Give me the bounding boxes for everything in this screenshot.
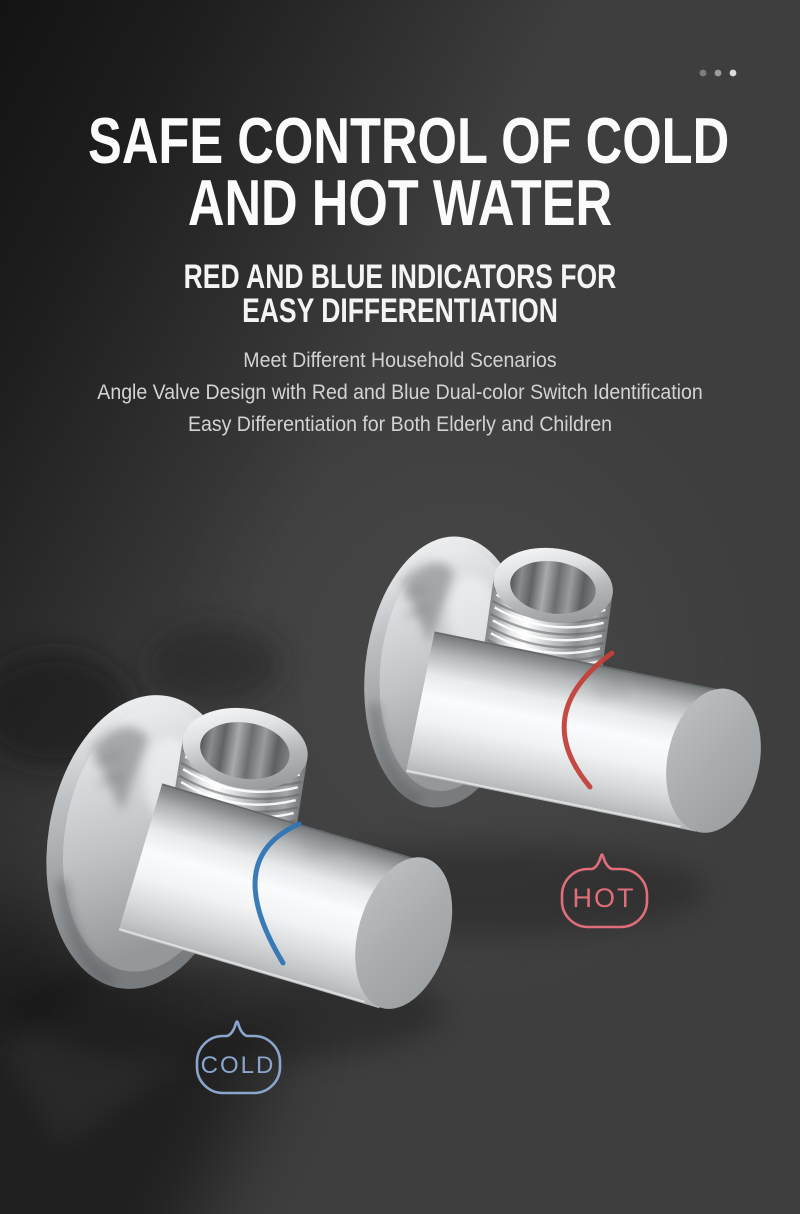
feature-line-2: Angle Valve Design with Red and Blue Dual-color Switch Identification [97, 381, 703, 404]
feature-line-3: Easy Differentiation for Both Elderly and Children [187, 413, 613, 436]
headline-block [0, 104, 800, 441]
page-subtitle [0, 260, 800, 328]
feature-line-1: Meet Different Household Scenarios [243, 349, 557, 372]
subtitle-line-1: RED AND BLUE INDICATORS FOR [183, 258, 617, 296]
page-title [0, 104, 800, 239]
cold-label-text: COLD [200, 1052, 276, 1079]
subtitle-line-2: EASY DIFFERENTIATION [242, 292, 558, 330]
title-line-1: SAFE CONTROL OF COLD [88, 104, 730, 177]
hot-label-text: HOT [572, 883, 636, 913]
title-line-2: AND HOT WATER [187, 166, 613, 239]
feature-list [0, 345, 800, 441]
